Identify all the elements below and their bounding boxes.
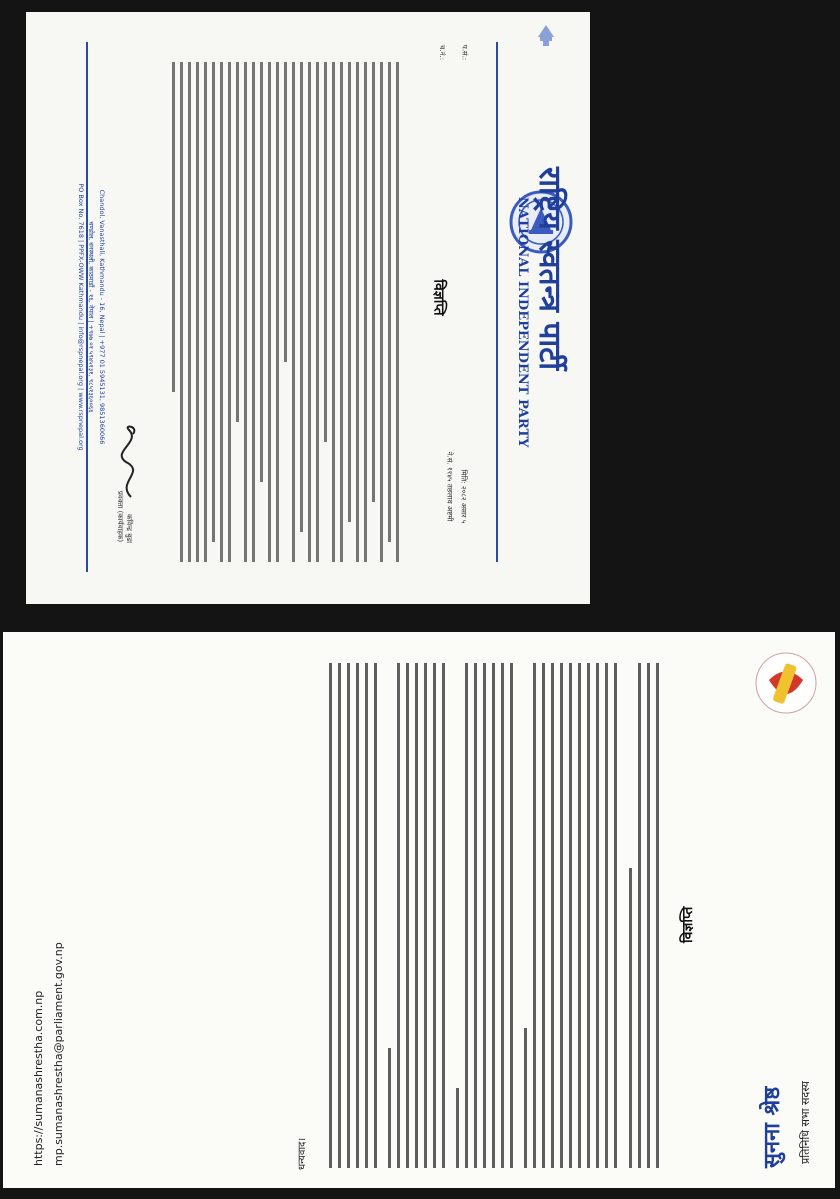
party-body-lines [146,52,406,572]
footer-address-np: चण्डोल, वनस्थली, काठमाडौं - १६, नेपाल | +९७७ ०१ ५९४५१३१, ९८५१३६००६६ [87,221,95,413]
mp-logo-icon [751,648,821,718]
date-line-2: ने.सं. ११४५ तछलाथ अष्टमी [445,451,454,522]
party-notice-title: विज्ञप्ति [430,279,447,316]
party-letter-sheet [26,12,590,604]
mp-name: सुनना श्रेष्ठ [759,1086,785,1168]
mp-email: mp.sumanashrestha@parliament.gov.np [52,942,65,1166]
party-letter-body [146,52,406,572]
mp-closing: धन्यवाद। [297,1137,308,1170]
mp-notice-sheet [3,632,835,1188]
mp-notice-rotated [3,632,835,1188]
letterhead-header [494,32,584,592]
mp-notice-title: विज्ञप्ति [680,906,696,943]
date-line-1: मिति: २०८२ असार ५ [459,469,468,524]
letter-footer [66,87,106,547]
ref-number-label: प.सं.: [460,44,469,61]
mp-designation: प्रतिनिधि सभा सदस्य [799,1081,812,1164]
footer-contact: PO Box No. 7618 | PPFX-OWW Kathmandu | info@rspnepal.org | www.rspnepal.org [77,183,85,451]
mp-body-lines [203,652,663,1172]
signer-name: कविन्द्र बुढा [124,514,133,543]
mp-website: https://sumanashrestha.com.np [32,990,45,1166]
party-name-np: राष्ट्रिय स्वतन्त्र पार्टी [532,167,567,371]
signer-role: प्रवक्ता (कार्यवाहक) [116,490,125,543]
footer-address: Chandol, Vanasthali, Kathmandu - 16, Nepal | +977 01 5945131, 9851360066 [98,189,106,445]
challan-number-label: च.नं.: [438,44,447,61]
party-name-en: NATIONAL INDEPENDENT PARTY [515,197,530,448]
